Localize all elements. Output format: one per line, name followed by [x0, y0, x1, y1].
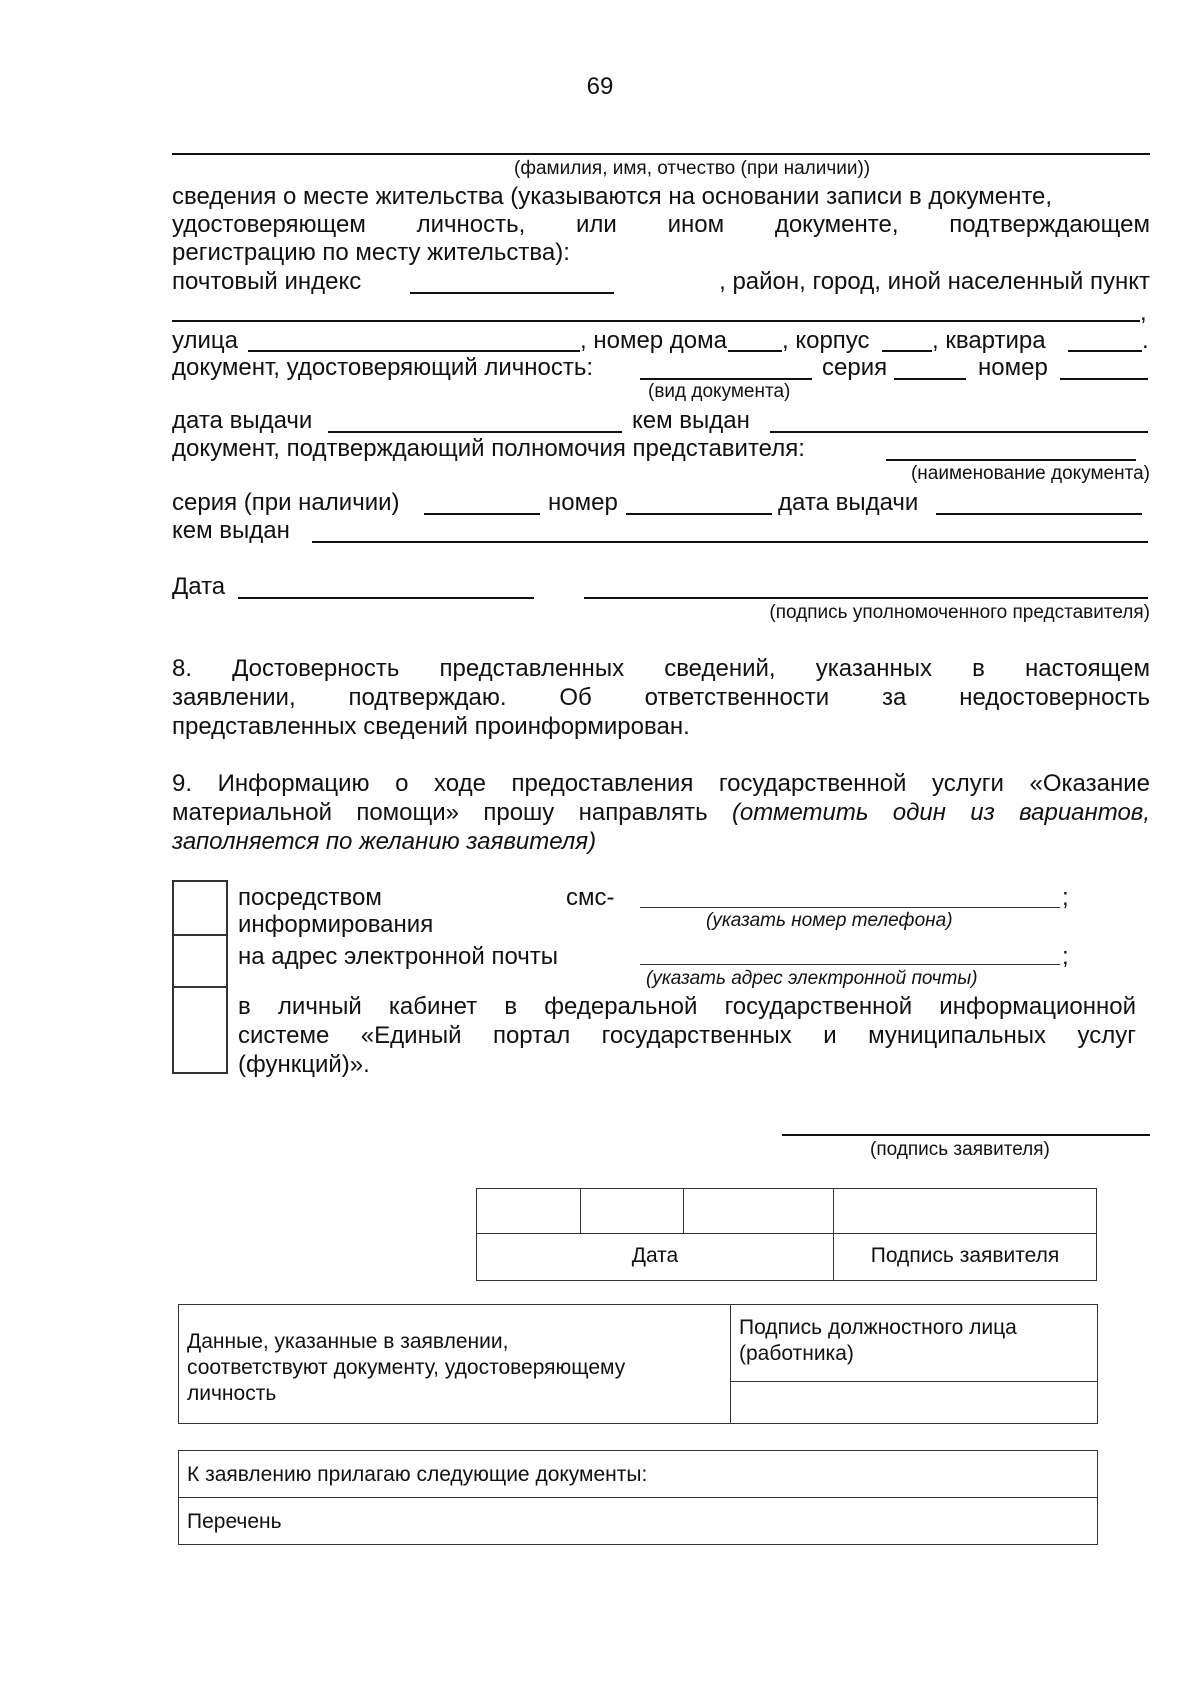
word: настоящем — [1024, 655, 1150, 682]
attachments-header-cell — [178, 1450, 1098, 1498]
sms-label-b: смс- — [566, 884, 615, 911]
verification-text-3: личность — [187, 1382, 277, 1405]
issued-by-field[interactable] — [770, 431, 1148, 433]
word: или — [576, 211, 617, 238]
date-label: Дата — [172, 573, 226, 600]
word: ином — [667, 211, 725, 238]
word: представленных — [439, 655, 625, 682]
portal-line-3: (функций)». — [238, 1051, 370, 1078]
sms-checkbox[interactable] — [172, 880, 228, 936]
signature-caption: Подпись заявителя — [870, 1244, 1060, 1267]
rep-issued-by-field[interactable] — [312, 541, 1148, 543]
verification-text-1: Данные, указанные в заявлении, — [187, 1330, 509, 1353]
series-label: серия — [822, 354, 888, 381]
email-semicolon: ; — [1062, 943, 1069, 970]
attachments-header: К заявлению прилагаю следующие документы: — [187, 1463, 648, 1486]
word: в — [972, 655, 985, 682]
rep-signature-caption: (подпись уполномоченного представителя) — [769, 602, 1150, 623]
doc-name-caption: (наименование документа) — [910, 463, 1150, 484]
portal-line-2: системе «Единый портал государственных и муниципальных услуг — [238, 1022, 1136, 1049]
section9-line-2 — [172, 798, 1150, 827]
postal-index-field[interactable] — [410, 292, 614, 294]
word: недостоверность — [959, 684, 1150, 711]
official-caption-cell — [730, 1304, 1098, 1382]
word: Достоверность — [232, 655, 400, 682]
verification-text-2: соответствуют документу, удостоверяющему — [187, 1356, 626, 1379]
official-signature-cell[interactable] — [730, 1381, 1098, 1424]
sms-label-a: посредством — [238, 884, 382, 911]
signature-cell[interactable] — [833, 1188, 1097, 1234]
section9-line-2-italic: (отметить один из вариантов, — [731, 799, 1150, 826]
word: подтверждаю. — [348, 684, 507, 711]
rep-number-label: номер — [548, 489, 618, 516]
house-field[interactable] — [728, 350, 782, 352]
email-label: на адрес электронной почты — [238, 943, 559, 970]
fio-line[interactable] — [172, 153, 1150, 155]
section8-line-2 — [172, 683, 1150, 712]
section9-line-2-normal: материальной помощи» прошу направлять — [172, 799, 732, 826]
signature-caption-cell — [833, 1233, 1097, 1281]
rep-document-field[interactable] — [886, 459, 1136, 461]
word: личность, — [416, 211, 526, 238]
word: указанных — [815, 655, 932, 682]
date-caption: Дата — [631, 1244, 679, 1267]
locality-comma: , — [1140, 299, 1147, 326]
email-checkbox[interactable] — [172, 934, 228, 988]
date-cell-year[interactable] — [683, 1188, 834, 1234]
phone-caption: (указать номер телефона) — [706, 910, 953, 931]
word: 8. — [172, 655, 193, 682]
section8-line-1 — [172, 654, 1150, 683]
attachments-list-label: Перечень — [187, 1510, 282, 1533]
email-field[interactable] — [640, 964, 1060, 965]
residence-line-3: регистрацию по месту жительства): — [172, 239, 570, 266]
applicant-signature-caption: (подпись заявителя) — [870, 1139, 1050, 1160]
word: заявлении, — [172, 684, 296, 711]
id-document-label: документ, удостоверяющий личность: — [172, 354, 594, 381]
date-cell-month[interactable] — [580, 1188, 684, 1234]
doc-type-caption: (вид документа) — [648, 381, 791, 402]
phone-semicolon: ; — [1062, 884, 1069, 911]
attachments-list-cell[interactable] — [178, 1497, 1098, 1545]
rep-document-label: документ, подтверждающий полномочия представителя: — [172, 435, 805, 462]
issue-date-field[interactable] — [328, 431, 622, 433]
district-city-label: , район, город, иной населенный пункт — [719, 268, 1150, 295]
rep-number-field[interactable] — [626, 513, 772, 515]
official-caption-2: (работника) — [739, 1342, 854, 1365]
email-caption: (указать адрес электронной почты) — [646, 968, 978, 989]
word: документе, — [774, 211, 899, 238]
date-cell-day[interactable] — [476, 1188, 581, 1234]
apartment-field[interactable] — [1068, 350, 1142, 352]
apartment-period: . — [1142, 327, 1149, 354]
verification-text-cell — [178, 1304, 731, 1424]
word: подтверждающем — [949, 211, 1150, 238]
id-document-type-field[interactable] — [640, 378, 812, 380]
portal-line-1: в личный кабинет в федеральной государственной информационной — [238, 993, 1136, 1020]
word: ответственности — [644, 684, 830, 711]
page-number: 69 — [586, 73, 614, 100]
building-field[interactable] — [882, 350, 932, 352]
apartment-label: , квартира — [932, 327, 1046, 354]
series-if-any-label: серия (при наличии) — [172, 489, 400, 516]
locality-field[interactable] — [172, 320, 1140, 322]
word: удостоверяющем — [172, 211, 366, 238]
word: за — [882, 684, 907, 711]
fio-caption: (фамилия, имя, отчество (при наличии)) — [514, 158, 871, 179]
rep-issued-by-label: кем выдан — [172, 517, 290, 544]
portal-checkbox[interactable] — [172, 986, 228, 1074]
number-field[interactable] — [1060, 378, 1148, 380]
rep-series-field[interactable] — [424, 513, 540, 515]
date-field[interactable] — [238, 597, 534, 599]
section9-line-1: 9. Информацию о ходе предоставления государственной услуги «Оказание — [172, 770, 1150, 797]
rep-issue-date-field[interactable] — [936, 513, 1142, 515]
section8-line-3: представленных сведений проинформирован. — [172, 713, 690, 740]
issue-date-label: дата выдачи — [172, 407, 313, 434]
house-label: , номер дома — [580, 327, 727, 354]
word: Об — [559, 684, 592, 711]
building-label: , корпус — [782, 327, 870, 354]
street-field[interactable] — [248, 350, 580, 352]
word: сведений, — [664, 655, 776, 682]
issued-by-label: кем выдан — [632, 407, 750, 434]
number-label: номер — [978, 354, 1048, 381]
series-field[interactable] — [894, 378, 966, 380]
section9-line-3: заполняется по желанию заявителя) — [172, 828, 597, 855]
date-caption-cell — [476, 1233, 834, 1281]
applicant-signature-field[interactable] — [782, 1134, 1150, 1136]
street-label: улица — [172, 327, 238, 354]
residence-line-1: сведения о месте жительства (указываются на основании записи в документе, — [172, 183, 1053, 210]
phone-field[interactable] — [640, 907, 1060, 908]
postal-index-label: почтовый индекс — [172, 268, 362, 295]
rep-issue-date-label: дата выдачи — [778, 489, 919, 516]
official-caption-1: Подпись должностного лица — [739, 1316, 1017, 1339]
residence-line-2 — [172, 210, 1150, 239]
sms-label-c: информирования — [238, 911, 434, 938]
rep-signature-field[interactable] — [584, 597, 1148, 599]
